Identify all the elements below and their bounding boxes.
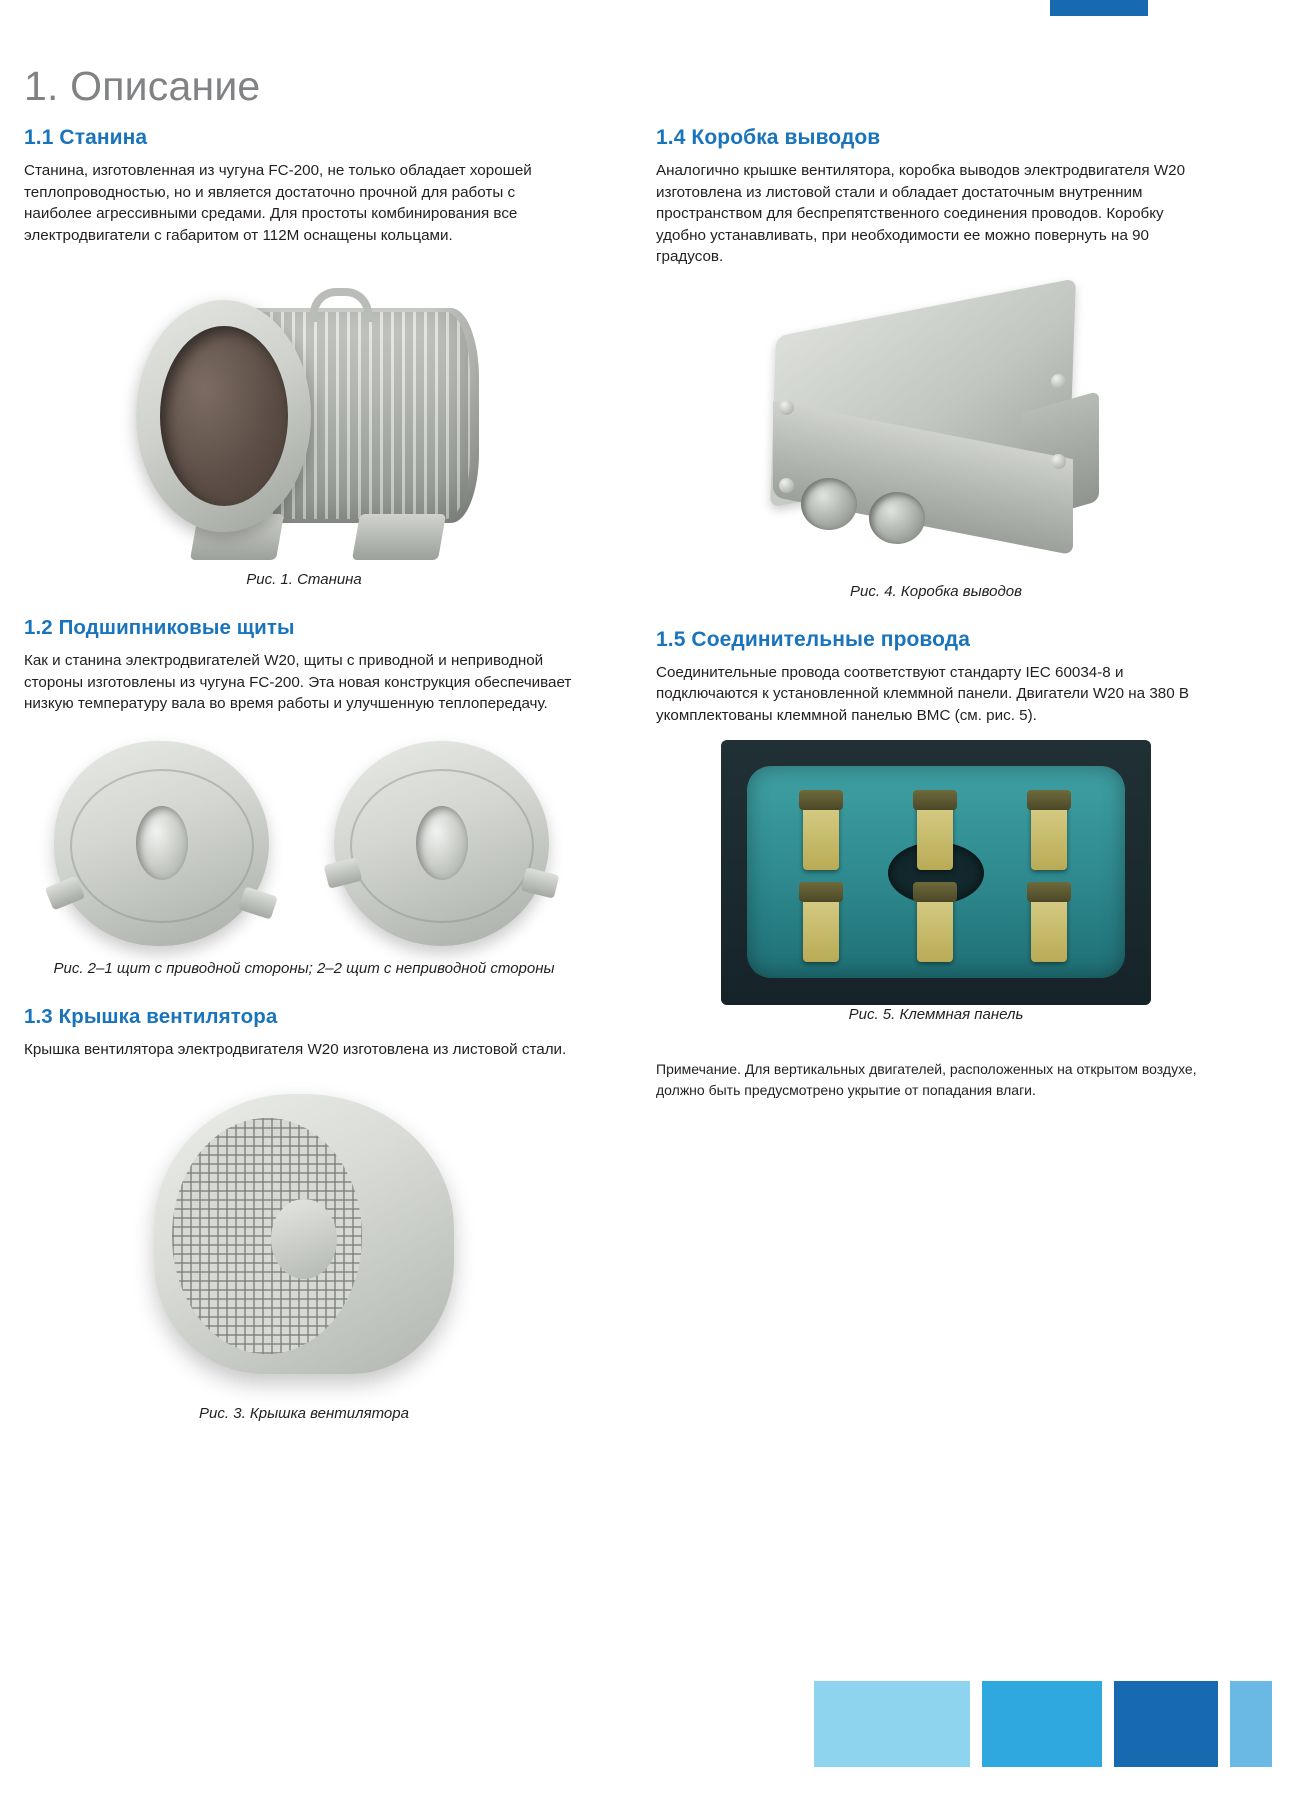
figure-3 xyxy=(24,1074,584,1424)
content-columns xyxy=(24,126,1276,1450)
section-1-1-body: Станина, изготовленная из чугуна FC-200, не только обладает хорошей теплопроводностью, но и является достаточно прочной для работы с наиболее агрессивными средами. Для простоты комбинирования все электродвигатели с габаритом от 112M оснащены кольцами. xyxy=(24,162,532,244)
swatch-light-blue xyxy=(814,1681,970,1767)
figure-1-caption: Рис. 1. Станина xyxy=(246,571,362,589)
section-1-3-body: Крышка вентилятора электродвигателя W20 изготовлена из листовой стали. xyxy=(24,1040,567,1058)
terminal-box-photo xyxy=(656,282,1216,582)
swatch-gap-1 xyxy=(970,1681,982,1767)
section-1-1-heading: 1.1 Станина xyxy=(24,126,148,149)
header-accent-bar-gap xyxy=(1050,16,1148,20)
section-1-2-heading: 1.2 Подшипниковые щиты xyxy=(24,616,295,640)
swatch-mid-blue xyxy=(982,1681,1102,1767)
section-1-5-heading: 1.5 Соединительные провода xyxy=(656,627,971,651)
figure-5 xyxy=(656,740,1216,1025)
section-1-3-heading: 1.3 Крышка вентилятора xyxy=(24,1004,278,1028)
section-1-4-body: Аналогично крышке вентилятора, коробка выводов электродвигателя W20 изготовлена из листовой стали и обладает достаточным внутренним пространством для беспрепятственного соединения проводов. Коробку удобно устанавливать, при необходимости ее можно повернуть на 90 градусов. xyxy=(656,162,1186,266)
section-1-5-body: Соединительные провода соответствуют стандарту IEC 60034-8 и подключаются к установленной клеммной панели. Двигатели W20 на 380 В укомплектованы клеммной панелью BMC (см. рис. 5). xyxy=(656,663,1190,724)
figure-4-caption: Рис. 4. Коробка выводов xyxy=(850,582,1022,600)
swatch-dark-blue xyxy=(1114,1681,1218,1767)
section-1-1 xyxy=(24,126,584,590)
motor-frame-photo xyxy=(24,260,584,570)
note-block xyxy=(656,1059,1216,1100)
figure-2 xyxy=(24,729,584,979)
figure-2-caption: Рис. 2–1 щит с приводной стороны; 2–2 щит с неприводной стороны xyxy=(53,959,555,977)
terminal-block-photo xyxy=(656,740,1216,1005)
fan-cover-photo xyxy=(24,1074,584,1404)
swatch-gap-2 xyxy=(1102,1681,1114,1767)
section-1-5 xyxy=(656,628,1216,1026)
left-column xyxy=(24,126,584,1450)
swatch-gap-3 xyxy=(1218,1681,1230,1767)
section-1-4-heading: 1.4 Коробка выводов xyxy=(656,126,881,149)
section-1-4 xyxy=(656,126,1216,602)
page-title: 1. Описание xyxy=(24,63,261,110)
figure-5-caption: Рис. 5. Клеммная панель xyxy=(848,1006,1024,1024)
section-1-2-body: Как и станина электродвигателей W20, щиты с приводной и неприводной стороны изготовлены из чугуна FC-200. Эта новая конструкция обеспечивает низкую температуру вала во время работы и улучшенную теплопередачу. xyxy=(24,652,572,713)
right-column xyxy=(656,126,1216,1450)
figure-1 xyxy=(24,260,584,590)
figure-3-caption: Рис. 3. Крышка вентилятора xyxy=(199,1405,409,1423)
section-1-2 xyxy=(24,616,584,979)
header-accent-bar xyxy=(1050,0,1148,16)
footer-color-swatches xyxy=(814,1681,1272,1767)
bearing-end-shields-photo xyxy=(24,729,584,959)
section-1-3 xyxy=(24,1005,584,1424)
swatch-small-blue xyxy=(1230,1681,1272,1767)
figure-4 xyxy=(656,282,1216,602)
note-text: Примечание. Для вертикальных двигателей, расположенных на открытом воздухе, должно быть предусмотрено укрытие от попадания влаги. xyxy=(656,1061,1197,1098)
